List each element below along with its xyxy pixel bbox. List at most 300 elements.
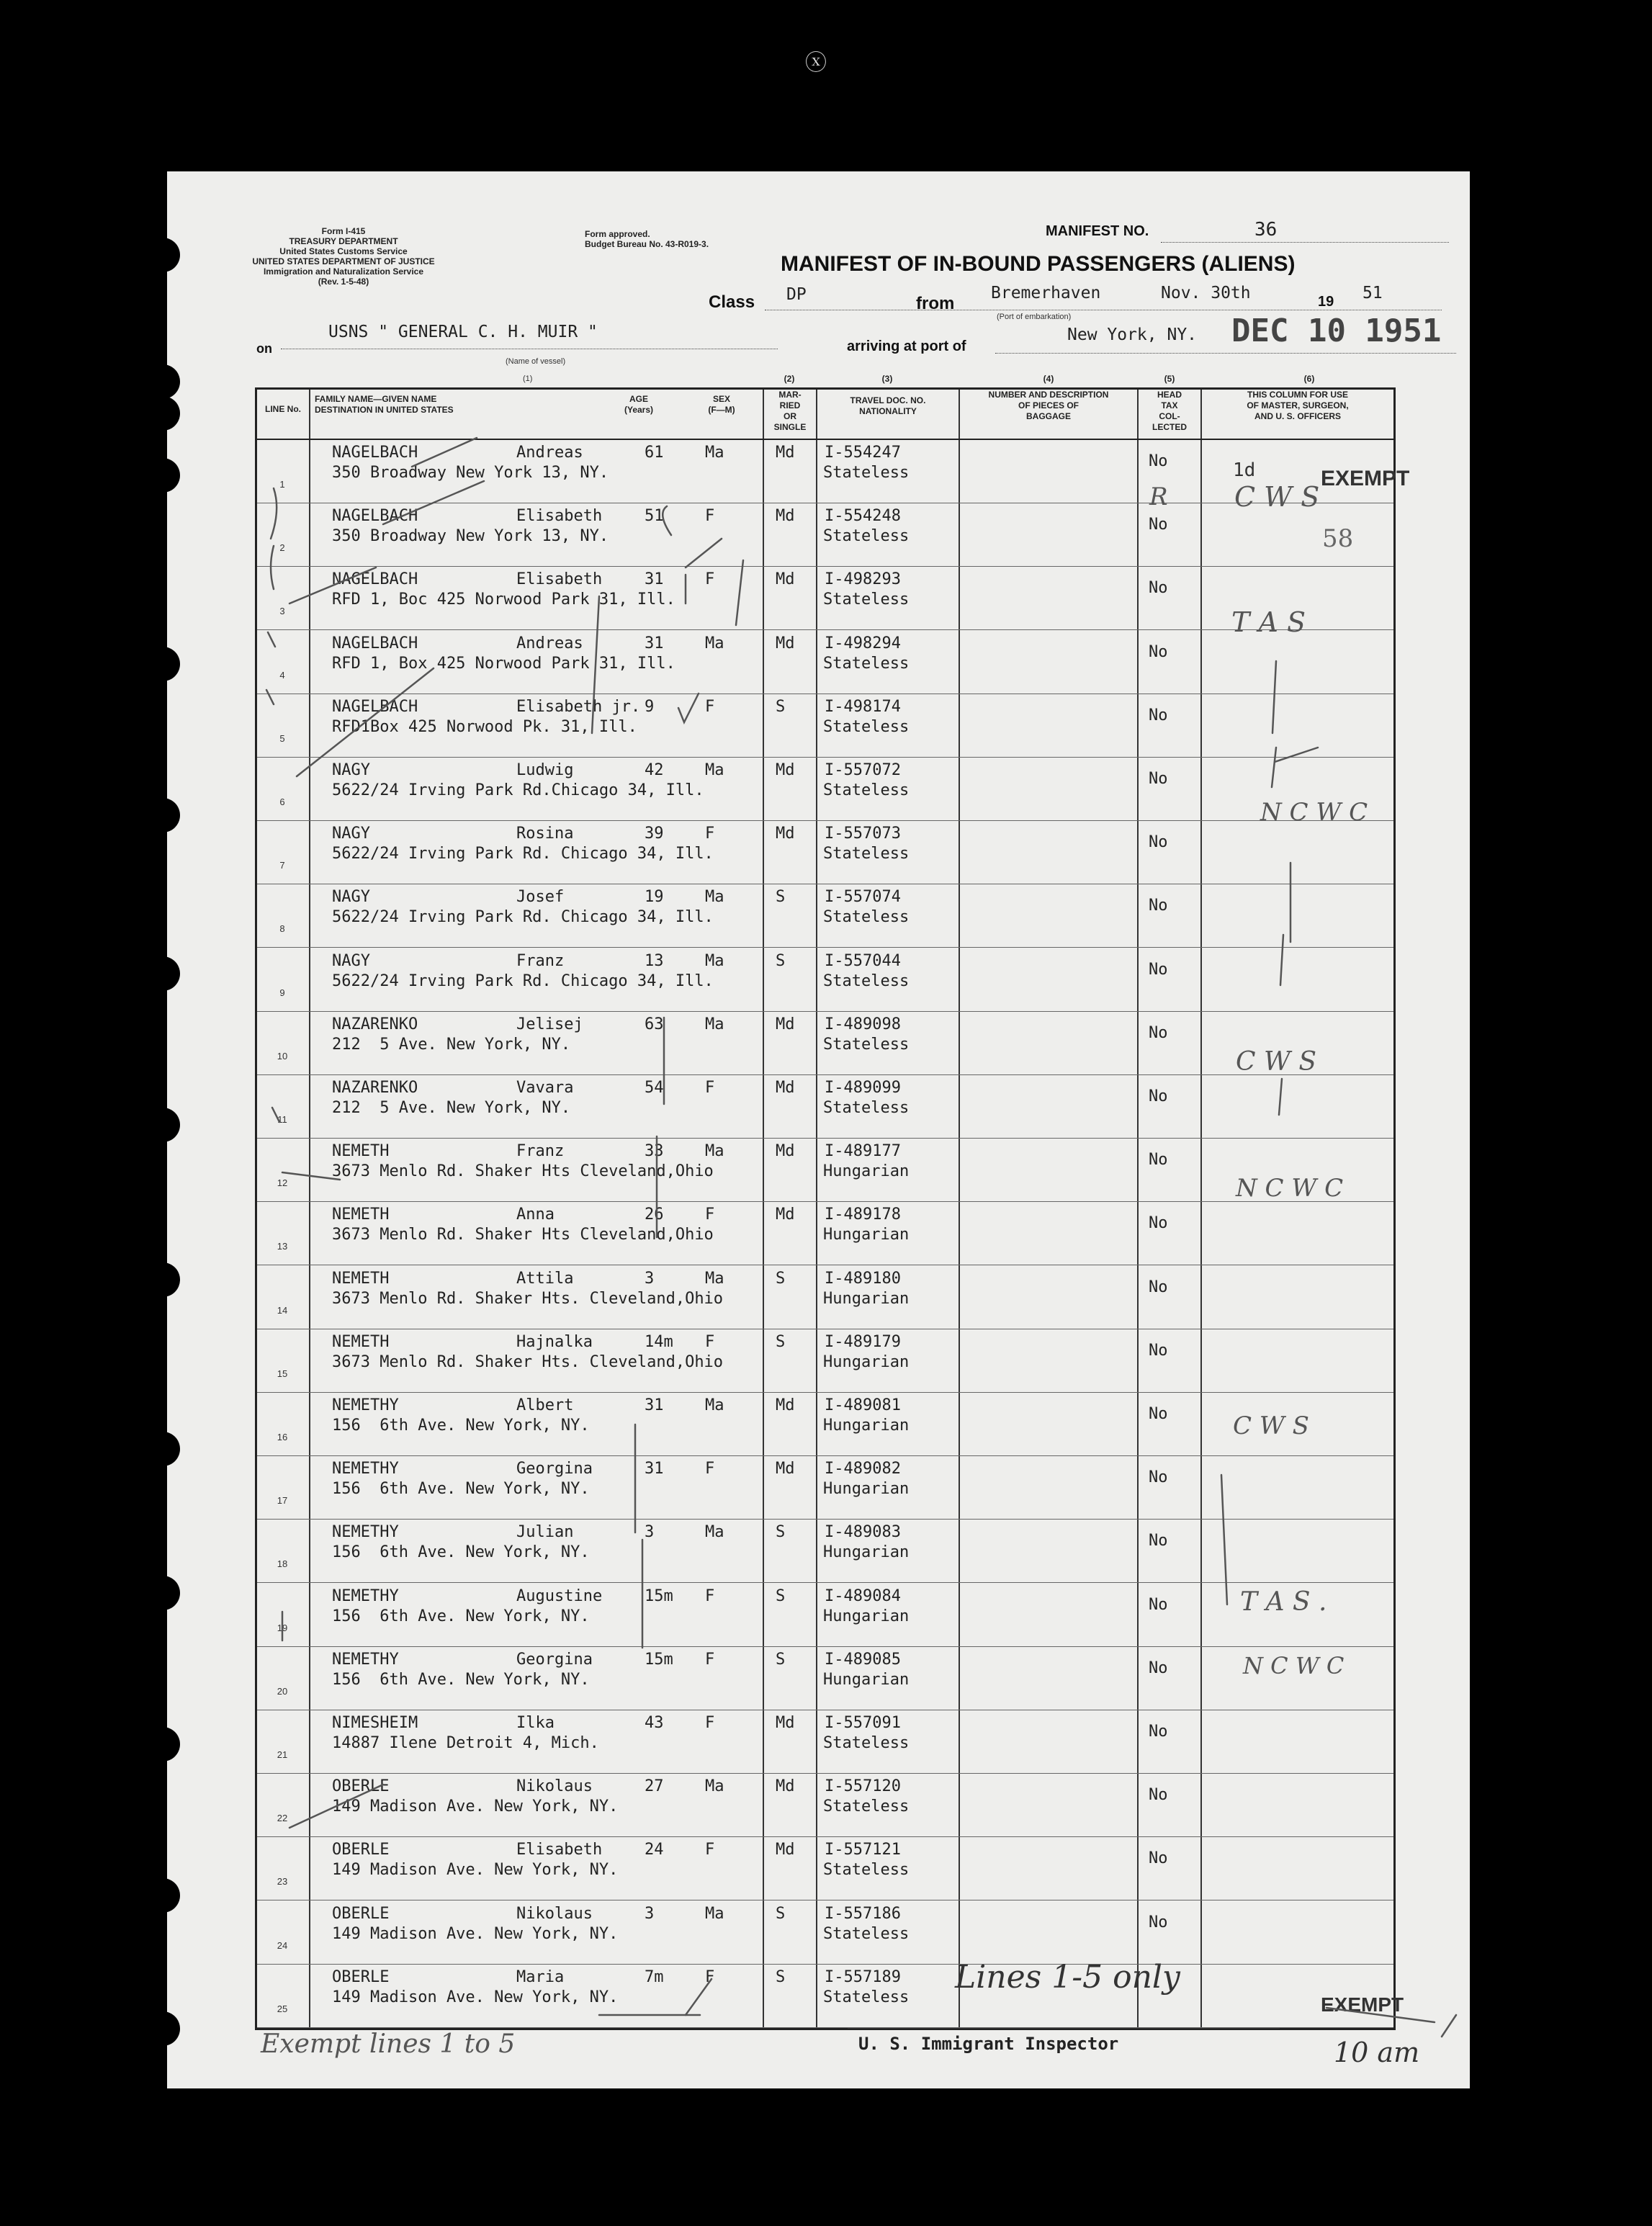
nationality: Stateless: [823, 845, 910, 863]
officer-note-58: 58: [1322, 524, 1354, 553]
marital-status: Md: [776, 634, 795, 652]
family-name: NEMETH: [332, 1332, 390, 1351]
line-number: 20: [277, 1685, 288, 1697]
sex: F: [705, 570, 715, 589]
exempt-stamp-top: EXEMPT: [1321, 467, 1410, 490]
treasury-dept: TREASURY DEPARTMENT: [289, 236, 398, 246]
family-name: NAGY: [332, 951, 370, 970]
head-tax: No: [1149, 1023, 1168, 1042]
travel-doc-no: I-557121: [825, 1841, 901, 1859]
line-number: 17: [277, 1495, 288, 1507]
nationality: Stateless: [823, 1099, 910, 1117]
sex: Ma: [705, 1142, 724, 1161]
form-number: Form I-415: [321, 226, 366, 236]
line-number: 16: [277, 1432, 288, 1442]
destination: 3673 Menlo Rd. Shaker Hts Cleveland,Ohio: [332, 1162, 714, 1181]
col-num-4: (4): [1043, 374, 1054, 384]
travel-doc-no: I-498174: [825, 697, 901, 716]
sex: Ma: [705, 1777, 724, 1796]
inspector-label: U. S. Immigrant Inspector: [858, 2034, 1119, 2054]
head-tax: No: [1149, 1723, 1168, 1741]
age: 31: [645, 1460, 664, 1478]
marital-status: Md: [776, 1206, 795, 1224]
line-number: 4: [279, 669, 285, 681]
head-tax: No: [1149, 516, 1168, 534]
travel-doc-no: I-489082: [825, 1460, 901, 1478]
age: 61: [645, 444, 664, 462]
manifest-no-value: 36: [1254, 219, 1278, 241]
marital-status: Md: [776, 1460, 795, 1478]
col-num-5: (5): [1164, 374, 1175, 384]
destination: 350 Broadway New York 13, NY.: [332, 527, 609, 546]
marital-status: Md: [776, 1142, 795, 1161]
given-name: Julian: [516, 1523, 574, 1542]
marital-status: Md: [776, 825, 795, 843]
nationality: Hungarian: [823, 1480, 910, 1499]
budget-line: Budget Bureau No. 43-R019-3.: [585, 239, 709, 249]
destination: 5622/24 Irving Park Rd.Chicago 34, Ill.: [332, 781, 704, 799]
head-tax: No: [1149, 1151, 1168, 1170]
age: 3: [645, 1523, 655, 1542]
given-name: Elisabeth: [516, 507, 603, 526]
destination: 149 Madison Ave. New York, NY.: [332, 1924, 619, 1943]
line-number: 2: [279, 542, 285, 554]
given-name: Maria: [516, 1967, 565, 1986]
nationality: Stateless: [823, 1734, 910, 1752]
sex: Ma: [705, 1015, 724, 1033]
travel-doc-no: I-557120: [825, 1777, 901, 1796]
destination: 156 6th Ave. New York, NY.: [332, 1480, 590, 1499]
family-name: NEMETHY: [332, 1523, 399, 1542]
given-name: Attila: [516, 1269, 574, 1288]
age: 43: [645, 1714, 664, 1732]
line-number: 11: [277, 1114, 287, 1125]
manifest-no-label: MANIFEST NO.: [1046, 223, 1149, 239]
given-name: Hajnalka: [516, 1332, 593, 1351]
approved-line: Form approved.: [585, 229, 650, 239]
head-tax: No: [1149, 1595, 1168, 1614]
line-number: 21: [277, 1749, 288, 1760]
travel-doc-no: I-489084: [825, 1587, 901, 1605]
sex: Ma: [705, 1269, 724, 1288]
nationality: Hungarian: [823, 1417, 910, 1435]
travel-doc-no: I-489180: [825, 1269, 901, 1288]
arrival-port: New York, NY.: [1067, 326, 1198, 344]
destination: RFD1Box 425 Norwood Pk. 31, Ill.: [332, 717, 637, 736]
given-name: Rosina: [516, 825, 574, 843]
head-tax: No: [1149, 897, 1168, 915]
nationality: Hungarian: [823, 1162, 910, 1181]
marital-status: S: [776, 1904, 786, 1923]
manifest-page: [167, 171, 1470, 2088]
exempt-stamp-bottom: EXEMPT: [1321, 1993, 1404, 2016]
age: 3: [645, 1269, 655, 1288]
col-num-3: (3): [881, 374, 893, 384]
destination: 212 5 Ave. New York, NY.: [332, 1099, 571, 1117]
family-name: NEMETHY: [332, 1396, 399, 1414]
head-tax: No: [1149, 1849, 1168, 1868]
travel-doc-no: I-554248: [825, 507, 901, 526]
marital-status: S: [776, 1332, 786, 1351]
destination: 156 6th Ave. New York, NY.: [332, 1417, 590, 1435]
family-name: NAZARENKO: [332, 1015, 418, 1033]
family-name: NAGELBACH: [332, 634, 418, 652]
officer-note-r: R: [1149, 483, 1168, 511]
nationality: Hungarian: [823, 1543, 910, 1562]
sex: F: [705, 825, 715, 843]
marital-status: Md: [776, 1777, 795, 1796]
line-number: 10: [277, 1050, 288, 1062]
marital-status: Md: [776, 761, 795, 779]
age: 24: [645, 1841, 664, 1859]
line-number: 25: [277, 2003, 288, 2014]
family-name: NAGY: [332, 888, 370, 907]
port-embark-note: (Port of embarkation): [997, 313, 1072, 321]
given-name: Anna: [516, 1206, 555, 1224]
sex: F: [705, 1460, 715, 1478]
destination: 350 Broadway New York 13, NY.: [332, 464, 609, 482]
destination: 3673 Menlo Rd. Shaker Hts. Cleveland,Ohio: [332, 1352, 724, 1371]
marital-status: Md: [776, 507, 795, 526]
ins-service: Immigration and Naturalization Service: [263, 266, 424, 277]
officer-note-ncwc-12: N C W C: [1236, 1174, 1344, 1203]
header-name: FAMILY NAME—GIVEN NAME DESTINATION IN UNITED STATES: [315, 394, 454, 415]
sex: Ma: [705, 761, 724, 779]
travel-doc-no: I-498294: [825, 634, 901, 652]
class-value: DP: [786, 285, 807, 304]
sex: F: [705, 1079, 715, 1097]
nationality: Stateless: [823, 591, 910, 609]
age: 15m: [645, 1650, 673, 1669]
arriving-label: arriving at port of: [847, 338, 966, 354]
manifest-title: MANIFEST OF IN-BOUND PASSENGERS (ALIENS): [781, 252, 1296, 276]
from-value: Bremerhaven: [991, 284, 1101, 302]
officer-note-ncwc-6: N C W C: [1260, 798, 1368, 827]
sex: F: [705, 1587, 715, 1605]
date-value: Nov. 30th: [1161, 284, 1251, 302]
marital-status: S: [776, 951, 786, 970]
nationality: Stateless: [823, 781, 910, 799]
travel-doc-no: I-489081: [825, 1396, 901, 1414]
destination: 212 5 Ave. New York, NY.: [332, 1035, 571, 1054]
line-number: 9: [279, 987, 285, 998]
given-name: Albert: [516, 1396, 574, 1414]
given-name: Franz: [516, 951, 565, 970]
head-tax: No: [1149, 1786, 1168, 1805]
travel-doc-no: I-489098: [825, 1015, 901, 1033]
age: 63: [645, 1015, 664, 1033]
given-name: Augustine: [516, 1587, 603, 1605]
sex: F: [705, 1650, 715, 1669]
nationality: Hungarian: [823, 1670, 910, 1689]
nationality: Stateless: [823, 908, 910, 927]
destination: 3673 Menlo Rd. Shaker Hts Cleveland,Ohio: [332, 1226, 714, 1244]
destination: RFD 1, Box 425 Norwood Park 31, Ill.: [332, 654, 675, 673]
marital-status: Md: [776, 444, 795, 462]
vessel-name: USNS " GENERAL C. H. MUIR ": [328, 323, 598, 341]
given-name: Vavara: [516, 1079, 574, 1097]
travel-doc-no: I-489099: [825, 1079, 901, 1097]
age: 7m: [645, 1967, 664, 1986]
sex: Ma: [705, 1396, 724, 1414]
head-tax: No: [1149, 642, 1168, 661]
nationality: Stateless: [823, 971, 910, 990]
head-tax: No: [1149, 706, 1168, 724]
family-name: OBERLE: [332, 1777, 390, 1796]
given-name: Andreas: [516, 444, 583, 462]
nationality: Stateless: [823, 1924, 910, 1943]
line-number: 3: [279, 606, 285, 617]
customs-service: United States Customs Service: [279, 246, 408, 256]
marital-status: S: [776, 888, 786, 907]
head-tax: No: [1149, 960, 1168, 979]
line-number: 12: [277, 1177, 288, 1189]
travel-doc-no: I-498293: [825, 570, 901, 589]
line-number: 18: [277, 1558, 288, 1570]
officer-note-cws-16: C W S: [1233, 1412, 1309, 1440]
col-num-2: (2): [784, 374, 795, 384]
family-name: NEMETHY: [332, 1650, 399, 1669]
destination: 3673 Menlo Rd. Shaker Hts. Cleveland,Ohio: [332, 1289, 724, 1308]
travel-doc-no: I-489178: [825, 1206, 901, 1224]
destination: 156 6th Ave. New York, NY.: [332, 1543, 590, 1562]
family-name: OBERLE: [332, 1904, 390, 1923]
nationality: Hungarian: [823, 1607, 910, 1625]
destination: 14887 Ilene Detroit 4, Mich.: [332, 1734, 599, 1752]
age: 13: [645, 951, 664, 970]
from-label: from: [916, 294, 955, 313]
head-tax: No: [1149, 1913, 1168, 1931]
line-number: 14: [277, 1304, 288, 1316]
family-name: NEMETHY: [332, 1587, 399, 1605]
travel-doc-no: I-489085: [825, 1650, 901, 1669]
col-num-6: (6): [1303, 374, 1315, 384]
age: 51: [645, 507, 664, 526]
age: 31: [645, 634, 664, 652]
line-number: 19: [277, 1622, 288, 1633]
nationality: Hungarian: [823, 1226, 910, 1244]
age: 3: [645, 1904, 655, 1923]
destination: RFD 1, Boc 425 Norwood Park 31, Ill.: [332, 591, 675, 609]
nationality: Stateless: [823, 527, 910, 546]
family-name: OBERLE: [332, 1967, 390, 1986]
given-name: Franz: [516, 1142, 565, 1161]
age: 15m: [645, 1587, 673, 1605]
travel-doc-no: I-489083: [825, 1523, 901, 1542]
line-number: 6: [279, 796, 285, 807]
travel-doc-no: I-557072: [825, 761, 901, 779]
destination: 149 Madison Ave. New York, NY.: [332, 1861, 619, 1880]
family-name: NAGELBACH: [332, 507, 418, 526]
given-name: Elisabeth jr.: [516, 697, 641, 716]
vessel-note: (Name of vessel): [506, 357, 566, 366]
head-tax: No: [1149, 770, 1168, 788]
age: 33: [645, 1142, 664, 1161]
given-name: Georgina: [516, 1650, 593, 1669]
head-tax: No: [1149, 1468, 1168, 1487]
given-name: Nikolaus: [516, 1777, 593, 1796]
age: 14m: [645, 1332, 673, 1351]
head-tax: No: [1149, 1341, 1168, 1360]
marital-status: Md: [776, 1015, 795, 1033]
marital-status: S: [776, 1269, 786, 1288]
nationality: Hungarian: [823, 1352, 910, 1371]
head-tax: No: [1149, 1278, 1168, 1296]
age: 26: [645, 1206, 664, 1224]
sex: Ma: [705, 951, 724, 970]
sex: F: [705, 1714, 715, 1732]
family-name: NEMETH: [332, 1269, 390, 1288]
destination: 156 6th Ave. New York, NY.: [332, 1607, 590, 1625]
sex: F: [705, 1332, 715, 1351]
justice-dept: UNITED STATES DEPARTMENT OF JUSTICE: [252, 256, 435, 266]
head-tax: No: [1149, 1405, 1168, 1423]
header-line-no: LINE No.: [265, 404, 301, 414]
family-name: OBERLE: [332, 1841, 390, 1859]
family-name: NAZARENKO: [332, 1079, 418, 1097]
nationality: Hungarian: [823, 1289, 910, 1308]
age: 19: [645, 888, 664, 907]
nationality: Stateless: [823, 1035, 910, 1054]
marital-status: S: [776, 1967, 786, 1986]
travel-doc-no: I-489179: [825, 1332, 901, 1351]
officer-note-cws-1: C W S: [1234, 481, 1320, 513]
head-tax: No: [1149, 1087, 1168, 1105]
destination: 156 6th Ave. New York, NY.: [332, 1670, 590, 1689]
sex: F: [705, 697, 715, 716]
marital-status: Md: [776, 1714, 795, 1732]
marital-status: Md: [776, 1079, 795, 1097]
family-name: NAGY: [332, 761, 370, 779]
class-label: Class: [709, 292, 755, 312]
year-prefix: 19: [1318, 294, 1334, 310]
given-name: Ilka: [516, 1714, 555, 1732]
line-number: 15: [277, 1368, 288, 1379]
line-number: 24: [277, 1939, 288, 1951]
header-travel: TRAVEL DOC. NO. NATIONALITY: [850, 395, 926, 416]
given-name: Ludwig: [516, 761, 574, 779]
travel-doc-no: I-557186: [825, 1904, 901, 1923]
age: 27: [645, 1777, 664, 1796]
age: 31: [645, 1396, 664, 1414]
destination: 5622/24 Irving Park Rd. Chicago 34, Ill.: [332, 908, 714, 927]
line-number: 22: [277, 1813, 288, 1824]
marital-status: Md: [776, 1396, 795, 1414]
line-number: 8: [279, 923, 285, 935]
destination: 149 Madison Ave. New York, NY.: [332, 1798, 619, 1816]
nationality: Stateless: [823, 717, 910, 736]
destination: 149 Madison Ave. New York, NY.: [332, 1988, 619, 2006]
family-name: NAGELBACH: [332, 697, 418, 716]
nationality: Stateless: [823, 1861, 910, 1880]
head-tax: No: [1149, 1214, 1168, 1233]
nationality: Stateless: [823, 1798, 910, 1816]
marital-status: S: [776, 1587, 786, 1605]
header-officers: THIS COLUMN FOR USE OF MASTER, SURGEON, AND U. S. OFFICERS: [1247, 390, 1349, 421]
age: 54: [645, 1079, 664, 1097]
sex: F: [705, 1206, 715, 1224]
officer-note-1d: 1d: [1233, 459, 1256, 481]
marital-status: S: [776, 1523, 786, 1542]
pencil-checkmarks: [167, 171, 1470, 2088]
on-label: on: [256, 341, 272, 356]
family-name: NEMETH: [332, 1142, 390, 1161]
bottom-left-note: Exempt lines 1 to 5: [261, 2029, 516, 2059]
arrival-date-stamp: DEC 10 1951: [1231, 313, 1442, 349]
marital-status: S: [776, 1650, 786, 1669]
family-name: NEMETH: [332, 1206, 390, 1224]
header-tax: HEAD TAX COL- LECTED: [1152, 390, 1187, 432]
head-tax: No: [1149, 579, 1168, 598]
sex: F: [705, 507, 715, 526]
travel-doc-no: I-557044: [825, 951, 901, 970]
header-married: MAR- RIED OR SINGLE: [773, 390, 807, 432]
head-tax: No: [1149, 833, 1168, 852]
sex: Ma: [705, 444, 724, 462]
sex: Ma: [705, 634, 724, 652]
sex: Ma: [705, 888, 724, 907]
revision: (Rev. 1-5-48): [318, 277, 369, 287]
travel-doc-no: I-557074: [825, 888, 901, 907]
travel-doc-no: I-554247: [825, 444, 901, 462]
family-name: NAGY: [332, 825, 370, 843]
officer-note-ncwc-22: N C W C: [1243, 1652, 1345, 1679]
nationality: Stateless: [823, 1988, 910, 2006]
officer-note-cws-10: C W S: [1236, 1047, 1317, 1077]
header-age: AGE (Years): [624, 394, 654, 415]
marital-status: Md: [776, 1841, 795, 1859]
line-number: 5: [279, 732, 285, 744]
destination: 5622/24 Irving Park Rd. Chicago 34, Ill.: [332, 845, 714, 863]
header-sex: SEX (F—M): [708, 394, 735, 415]
officer-note-tas-21: T A S .: [1240, 1587, 1327, 1617]
sex: F: [705, 1967, 715, 1986]
head-tax: No: [1149, 452, 1168, 470]
given-name: Josef: [516, 888, 565, 907]
travel-doc-no: I-557189: [825, 1967, 901, 1986]
travel-doc-no: I-557073: [825, 825, 901, 843]
age: 39: [645, 825, 664, 843]
line-number: 1: [279, 479, 285, 490]
lines-note: Lines 1-5 only: [955, 1959, 1180, 1996]
given-name: Nikolaus: [516, 1904, 593, 1923]
sex: Ma: [705, 1904, 724, 1923]
nationality: Stateless: [823, 654, 910, 673]
bottom-right-note: 10 am: [1334, 2037, 1420, 2068]
family-name: NEMETHY: [332, 1460, 399, 1478]
given-name: Elisabeth: [516, 1841, 603, 1859]
travel-doc-no: I-557091: [825, 1714, 901, 1732]
col1-note: (1): [523, 374, 533, 383]
age: 31: [645, 570, 664, 589]
head-tax: No: [1149, 1532, 1168, 1550]
officer-note-tas-3: T A S: [1231, 606, 1306, 638]
family-name: NAGELBACH: [332, 570, 418, 589]
marital-status: Md: [776, 570, 795, 589]
age: 42: [645, 761, 664, 779]
family-name: NAGELBACH: [332, 444, 418, 462]
destination: 5622/24 Irving Park Rd. Chicago 34, Ill.: [332, 971, 714, 990]
sex: F: [705, 1841, 715, 1859]
given-name: Jelisej: [516, 1015, 583, 1033]
given-name: Georgina: [516, 1460, 593, 1478]
year-value: 51: [1363, 284, 1383, 302]
age: 9: [645, 697, 655, 716]
marital-status: S: [776, 697, 786, 716]
nationality: Stateless: [823, 464, 910, 482]
top-mark: ⓧ: [805, 50, 827, 76]
line-number: 23: [277, 1876, 288, 1888]
